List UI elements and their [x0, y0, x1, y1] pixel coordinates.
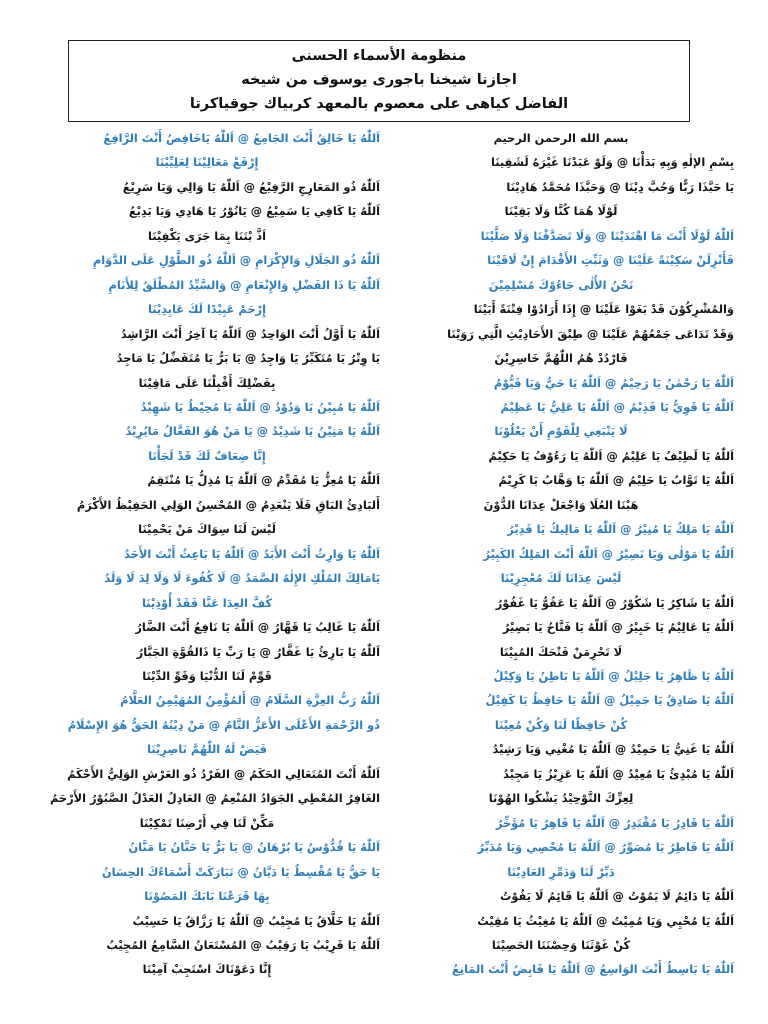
- poem-line: اَللّٰهُ يَا غَالِبُ يَا قَهَّارُ @ اَللّٰهُ يَا نَافِعُ أَنْتَ الضَّارُ: [135, 620, 380, 635]
- poem-line: اَللّٰهُ رَبُّ العِزَّةِ السَّلَامُ @ أَلمُؤْمِنُ المُهَيْمِنُ العَلَّامُ: [120, 693, 380, 708]
- poem-columns: [34, 126, 734, 982]
- poem-line: اَللّٰهُ يَا مُبْدِئُ يَا مُعِيْدُ @ اَللّٰهُ يَا عَزِيْزُ يَا مَجِيْدُ: [503, 766, 734, 781]
- poem-line: اَللّٰهُ يَا وَارِثُ أَنْتَ الأَبَدُ @ اَللّٰهُ يَا بَاعِثُ أَنْتَ الأَحَدُ: [124, 546, 380, 561]
- poem-line: لَيْسَ لَنَا سِوَاكَ مَنْ يَحْمِيْنَا: [138, 522, 276, 537]
- poem-line: يَا حَقُّ يَا مُقْسِطُ يَا دَيَّانُ @ تَبَارَكَتْ أَسْمَاءُكَ الحِسَانُ: [101, 864, 380, 879]
- poem-line: اَللّٰهُ ذُو الجَلَالِ وَالإِكْرَامِ @ اَللّٰهُ ذُو الطَّوْلِ عَلَى الدَّوَامِ: [92, 253, 380, 268]
- poem-line: يَامَالِكَ المُلْكِ الإِلٰهُ الصَّمَدُ @ لَا كُفُوءَ لَا وَلَا لِدَ لَا وَلَدُ: [104, 571, 380, 586]
- poem-line: اَللّٰهُ يَا قُدُّوْسُ يَا بُرْهَانُ @ يَا بَرُّ يَا حَنَّانُ يَا مَنَّانُ: [128, 840, 380, 855]
- poem-line: بِهَا قَرَعْنَا بَابَكَ المَصُوْنَا: [144, 889, 270, 904]
- poem-line: اَللّٰهُ يَا أَوَّلُ أَنْتَ الوَاحِدُ @ اَللّٰهُ يَا آخِرُ أَنْتَ الرَّاشِدُ: [120, 326, 380, 341]
- poem-line: إِرْفَعْ مَعَالِيْنَا لِعَلِيِّيْنَا: [155, 155, 259, 170]
- poem-line: اَللّٰهُ يَا مَوْلٰى وَيَا نَصِيْرُ @ اَللّٰهُ أَنْتَ المَلِكُ الكَبِيْرُ: [483, 546, 734, 561]
- poem-line: اَللّٰهُ لَوْلَا أَنْتَ مَا اهْتَدَيْنَا @ وَلَا تَصَدَّقْنَا وَلَا صَلَّيْنَا: [480, 228, 734, 243]
- poem-line: ذُو الرَّحْمَةِ الأَعْلَى الأَعَزُّ التَّامُ @ مَنْ دِيْنُهُ الحَقُّ هُوَ الإِسْلَامُ: [67, 717, 380, 732]
- poem-line: اَللّٰهُ يَا رَحْمٰنُ يَا رَحِيْمُ @ اَللّٰهُ يَا حَيُّ وَيَا قَيُّوْمُ: [493, 375, 734, 390]
- poem-line: إِنَّا ضِعَافٌ لَكَ قَدْ لَجَأْنَا: [148, 448, 266, 463]
- poem-line: اَللّٰهُ يَا بَاسِطُ أَنْتَ الوَاسِعُ @ اَللّٰهُ يَا قَابِضُ أَنْتَ المَانِعُ: [452, 962, 734, 977]
- poem-line: نَحْنُ الأُلٰى جَاءُوْكَ مُسْلِمِيْنَ: [488, 277, 634, 292]
- poem-line: قَوِّمْ لَنَا الدُّنْيَا وَقَوِّ الدِّيْنَا: [142, 668, 272, 683]
- poem-line: بسم الله الرحمن الرحيم: [493, 131, 629, 145]
- title-line-1: منظومة الأسماء الحسنى: [291, 48, 467, 65]
- title-line-3: الفاضل كياهى على معصوم بالمعهد كربياك جوقياكرتا: [189, 96, 569, 113]
- poem-line: كُنْ غَوْثَنَا وَحِصْنَنَا الحَصِيْنَا: [491, 937, 631, 952]
- poem-line: فَأَنْزِلَنْ سَكِيْنَةً عَلَيْنَا @ وَثَبِّتِ الأَقْدَامَ إِنْ لَاقَيْنَا: [487, 253, 734, 268]
- title-line-2: اجازنا شيخنا باجورى يوسوف من شيخه: [241, 72, 517, 89]
- poem-line: مَكِّنْ لَنَا فِي أَرْضِنَا تَمْكِيْنَا: [139, 815, 275, 830]
- poem-line: كُفَّ العِدَا عَنَّا فَقَدْ أُوْذِيْنَا: [141, 595, 273, 610]
- poem-line: لَا تَحْرِمَنْ فَتْحَكَ المُبِيْنَا: [499, 644, 623, 659]
- poem-line: اَللّٰهُ يَا كَافِي يَا سَمِيْعُ @ يَانُوْرُ يَا هَادِي وَيَا بَدِيْعُ: [128, 204, 380, 219]
- poem-line: إِرْحَمْ عَبِيْدًا لَكَ عَابِدِيْنَا: [147, 302, 267, 317]
- poem-line: لَوْلَا هُمَا كُنَّا وَلَا بَقِيْنَا: [504, 204, 618, 219]
- right-poem-column: [388, 126, 734, 982]
- poem-line: وَقَدْ تَدَاعَى جَمْعُهُمْ عَلَيْنَا @ طِبْقَ الأَحَادِيْثِ الَّتِي رَوَيْنَا: [447, 326, 734, 341]
- poem-line: بِسْمِ الإلٰهِ وَبِهِ بَدَأْنَا @ وَلَوْ عَبَدْنَا غَيْرَهُ لَشَقِينَا: [490, 155, 734, 170]
- poem-line: الغَافِرُ المُعْطِي الجَوَادُ المُنْعِمُ @ العَادِلُ العَدْلُ الصَّبُوْرُ الأَرْحَمُ: [49, 791, 380, 806]
- poem-line: اَللّٰهُ يَا ظَاهِرُ يَا جَلِيْلُ @ اَللّٰهُ يَا بَاطِنُ يَا وَكِيْلُ: [493, 668, 734, 683]
- poem-line: اَللّٰهُ يَا فَاطِرُ يَا مُصَوِّرُ @ اَللّٰهُ يَا مُحْصِي وَيَا مُدَبِّرُ: [477, 840, 734, 855]
- poem-line: بِفَضْلِكَ أَقْبِلْنَا عَلَى مَاقِيْنَا: [138, 375, 276, 390]
- poem-line: هَبْنَا العُلَا وَاجْعَلْ عِدَانَا الدُّوْنَ: [483, 497, 639, 512]
- poem-line: اَللّٰهُ يَا غَنِيُّ يَا حَمِيْدُ @ اَللّٰهُ يَا مُغْنِي وَيَا رَشِيْدُ: [492, 742, 734, 757]
- poem-line: اَللّٰهُ يَا قَرِيْبُ يَا رَقِيْبُ @ المُسْتَعَانُ السَّامِعُ المُجِيْبُ: [106, 937, 380, 952]
- poem-line: اَللّٰهُ يَا ذَا الفَضْلِ وَالإِنْعَامِ @ وَالسَّيِّدُ المُطْلَقُ لِلأَنَامِ: [108, 277, 380, 292]
- poem-line: لَيْسَ عِدَانَا لَكَ مُعْجِزِيْنَا: [500, 571, 622, 586]
- poem-line: دَبِّرْ لَنَا وَدَمِّرِ العَادِيْنَا: [507, 864, 615, 879]
- poem-line: وَالمُشْرِكُوْنَ قَدْ بَغَوْا عَلَيْنَا @ إِذَا أَرَادُوْا فِتْنَةً أَبَيْنَا: [473, 302, 734, 317]
- poem-line: اَللّٰهُ يَا شَاكِرُ يَا شَكُوْرُ @ اَللّٰهُ يَا عَفُوُّ يَا غَفُوْرُ: [495, 595, 734, 610]
- poem-line: اَللّٰهُ يَا صَادِقُ يَا جَمِيْلُ @ اَللّٰهُ يَا حَافِظُ يَا كَفِيْلُ: [485, 693, 734, 708]
- poem-line: فَيَضْ لَهُ اللّٰهُمَّ نَاصِرِيْنَا: [147, 742, 267, 757]
- poem-line: اَللّٰهُ يَا دَائِمُ لَا يَمُوْتُ @ اَللّٰهُ يَا قَائِمُ لَا يَفُوْتُ: [499, 889, 734, 904]
- poem-line: اَللّٰهُ يَا لَطِيْفُ يَا عَلِيْمُ @ اَللّٰهُ يَا رَءُوْفُ يَا حَكِيْمُ: [488, 448, 734, 463]
- poem-line: يَا حَبَّذَا رَبًّا وَحُبَّ دِيْنَا @ وَحَبَّذَا مُحَمَّدٌ هَادِيْنَا: [506, 179, 734, 194]
- poem-line: اَللّٰهُ يَا مُعِزُّ يَا مُقَدِّمُ @ اَللّٰهُ يَا مُذِلُّ يَا مُنْتَقِمُ: [147, 473, 380, 488]
- poem-line: كُنْ حَافِظًا لَنَا وَكُنْ مُعِيْنَا: [494, 717, 628, 732]
- poem-line: لِعِزِّكَ التَّوْحِيْدُ يَشْكُوا الهُوْنَا: [488, 791, 634, 806]
- left-poem-column: [34, 126, 380, 982]
- poem-line: اَذَّ بْتَنَا بِمَا جَرَى يَكْفِيْنَا: [147, 228, 267, 243]
- poem-line: اَللّٰهُ يَا تَوَّابُ يَا حَلِيْمُ @ اَللّٰهُ يَا وَهَّابُ يَا كَرِيْمُ: [498, 473, 734, 488]
- poem-line: اَللّٰهُ يَا خَلَّاقُ يَا مُجِيْبُ @ اَللّٰهُ يَا رَزَّاقُ يَا حَسِيْبُ: [132, 913, 380, 928]
- poem-line: إِنَّا دَعَوْنَاكَ اسْتَجِبْ آمِيْنَا: [142, 962, 272, 977]
- poem-line: اَللّٰهُ ذُو المَعَارِجِ الرَّفِيْعُ @ اَللّٰهُ يَا وَالِي وَيَا سَرِيْعُ: [122, 179, 380, 194]
- poem-line: أَلبَادِئُ البَاقِ فَلَا يَنْعَدِمُ @ المُحْسِنُ الوَلِي الحَفِيْظُ الأَكْرَمُ: [76, 497, 380, 512]
- poem-line: اَللّٰهُ يَا مُبِيْنُ يَا وَدُوْدُ @ اَللّٰهُ يَا مُحِيْطُ يَا شَهِيْدُ: [140, 399, 380, 414]
- poem-line: لَا يَنْبَغِي لِلْقَوْمِ أَنْ يَعْلُوْنَا: [494, 424, 628, 439]
- poem-line: اَللّٰهُ يَا مُحْيِي وَيَا مُمِيْتُ @ اَللّٰهُ يَا مُغِيْثُ يَا مُقِيْتُ: [477, 913, 734, 928]
- poem-line: اَللّٰهُ يَا قَوِيُّ يَا قَدِيْمُ @ اَللّٰهُ يَا عَلِيُّ يَا عَظِيْمُ: [500, 399, 734, 414]
- poem-line: اَللّٰهُ يَا بَارِئُ يَا غَفَّارُ @ يَا رَبِّ يَا ذَالقُوَّةِ الجَبَّارُ: [136, 644, 380, 659]
- title-box: [68, 40, 690, 122]
- poem-line: اَللّٰهُ يَا قَادِرُ يَا مُقْتَدِرُ @ اَللّٰهُ يَا قَاهِرُ يَا مُؤَخِّرُ: [495, 815, 734, 830]
- poem-line: اَللّٰهُ أَنْتَ المُتَعَالِي الحَكَمُ @ الفَرْدُ ذُو العَرْشِ الوَلِيُّ الأَحْكَمُ: [67, 766, 380, 781]
- poem-line: يَا وِتْرُ يَا مُتَكَبِّرُ يَا وَاجِدُ @ يَا بَرُّ يَا مُتَفَضِّلُ يَا مَاجِدُ: [116, 351, 380, 366]
- poem-line: اَللّٰهُ يَا خَالِقُ أَنْتَ الجَامِعُ @ اَللّٰهُ يَاخَافِضُ أَنْتَ الرَّافِعُ: [103, 131, 380, 145]
- poem-line: فَارْدُدْ هُمُ اللّٰهُمَّ خَاسِرِيْنَ: [494, 351, 628, 366]
- poem-line: اَللّٰهُ يَا مَلِكُ يَا مُنِيْرُ @ اَللّٰهُ يَا مَالِيكُ يَا قَدِيْرُ: [507, 522, 734, 537]
- poem-line: اَللّٰهُ يَا عَالِيْمُ يَا خَبِيْرُ @ اَللّٰهُ يَا فَتَّاحُ يَا بَصِيْرُ: [502, 620, 734, 635]
- poem-line: اَللّٰهُ يَا مَتِيْنُ يَا شَدِيْدُ @ يَا مَنْ هُوَ الفَعَّالُ مَايُرِيْدُ: [125, 424, 380, 439]
